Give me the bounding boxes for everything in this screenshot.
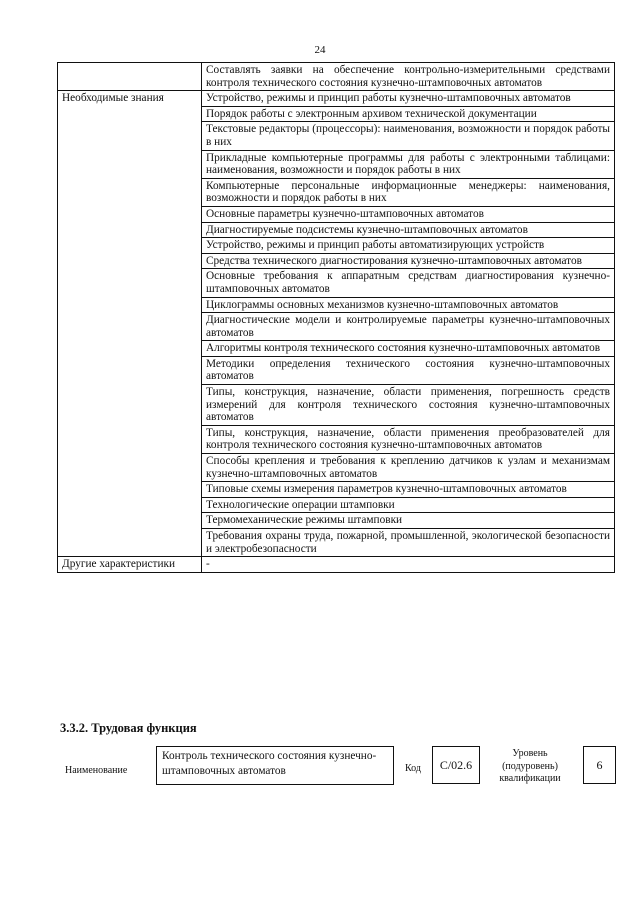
requirements-table-body xyxy=(58,63,615,573)
table-row xyxy=(58,91,615,107)
table-item-cell: Текстовые редакторы (процессоры): наименования, возможности и порядок работы в них xyxy=(202,122,615,150)
table-item-cell: Порядок работы с электронным архивом технической документации xyxy=(202,106,615,122)
table-item-cell: Типы, конструкция, назначение, области применения, погрешность средств измерений для контроля технического состояния кузнечно-штамповочных автоматов xyxy=(202,385,615,426)
table-item-cell: Основные требования к аппаратным средствам диагностирования кузнечно-штамповочных автоматов xyxy=(202,269,615,297)
table-item-cell: Устройство, режимы и принцип работы кузнечно-штамповочных автоматов xyxy=(202,91,615,107)
page-number: 24 xyxy=(314,44,326,56)
table-item-cell: Технологические операции штамповки xyxy=(202,497,615,513)
table-item-cell: Диагностируемые подсистемы кузнечно-штамповочных автоматов xyxy=(202,222,615,238)
table-item-cell: Диагностические модели и контролируемые параметры кузнечно-штамповочных автоматов xyxy=(202,313,615,341)
table-row xyxy=(58,557,615,573)
section-heading: 3.3.2. Трудовая функция xyxy=(60,721,197,735)
qualification-level-label xyxy=(488,748,572,786)
table-item-cell: Устройство, режимы и принцип работы автоматизирующих устройств xyxy=(202,238,615,254)
table-item-cell: Термомеханические режимы штамповки xyxy=(202,513,615,529)
qualification-level-label-line: квалификации xyxy=(499,773,561,784)
requirements-table xyxy=(57,62,615,573)
table-item-cell: Требования охраны труда, пожарной, промышленной, экологической безопасности и электробезопасности xyxy=(202,529,615,557)
function-name-box: Контроль технического состояния кузнечно-штамповочных автоматов xyxy=(156,746,394,785)
function-code-box: С/02.6 xyxy=(432,746,480,784)
table-category-cell xyxy=(58,63,202,91)
table-item-cell: Способы крепления и требования к креплению датчиков к узлам и механизмам кузнечно-штамповочных автоматов xyxy=(202,454,615,482)
qualification-level-label-line: Уровень xyxy=(512,748,548,759)
table-category-cell: Другие характеристики xyxy=(58,557,202,573)
table-item-cell: Прикладные компьютерные программы для работы с электронными таблицами: наименования, возможности и порядок работы в них xyxy=(202,150,615,178)
table-item-cell: Алгоритмы контроля технического состояния кузнечно-штамповочных автоматов xyxy=(202,341,615,357)
code-label: Код xyxy=(405,763,421,774)
table-item-cell: - xyxy=(202,557,615,573)
table-item-cell: Типовые схемы измерения параметров кузнечно-штамповочных автоматов xyxy=(202,482,615,498)
table-item-cell: Методики определения технического состояния кузнечно-штамповочных автоматов xyxy=(202,356,615,384)
table-item-cell: Компьютерные персональные информационные менеджеры: наименования, возможности и порядок работы в них xyxy=(202,178,615,206)
qualification-level-label-line: (подуровень) xyxy=(502,760,558,772)
table-item-cell: Основные параметры кузнечно-штамповочных автоматов xyxy=(202,206,615,222)
table-item-cell: Циклограммы основных механизмов кузнечно-штамповочных автоматов xyxy=(202,297,615,313)
qualification-level-box: 6 xyxy=(583,746,616,784)
table-category-cell: Необходимые знания xyxy=(58,91,202,557)
table-item-cell: Средства технического диагностирования кузнечно-штамповочных автоматов xyxy=(202,253,615,269)
table-item-cell: Составлять заявки на обеспечение контрольно-измерительными средствами контроля технического состояния кузнечно-штамповочных автоматов xyxy=(202,63,615,91)
table-item-cell: Типы, конструкция, назначение, области применения преобразователей для контроля технического состояния кузнечно-штамповочных автоматов xyxy=(202,425,615,453)
name-label: Наименование xyxy=(65,765,128,776)
table-row xyxy=(58,63,615,91)
